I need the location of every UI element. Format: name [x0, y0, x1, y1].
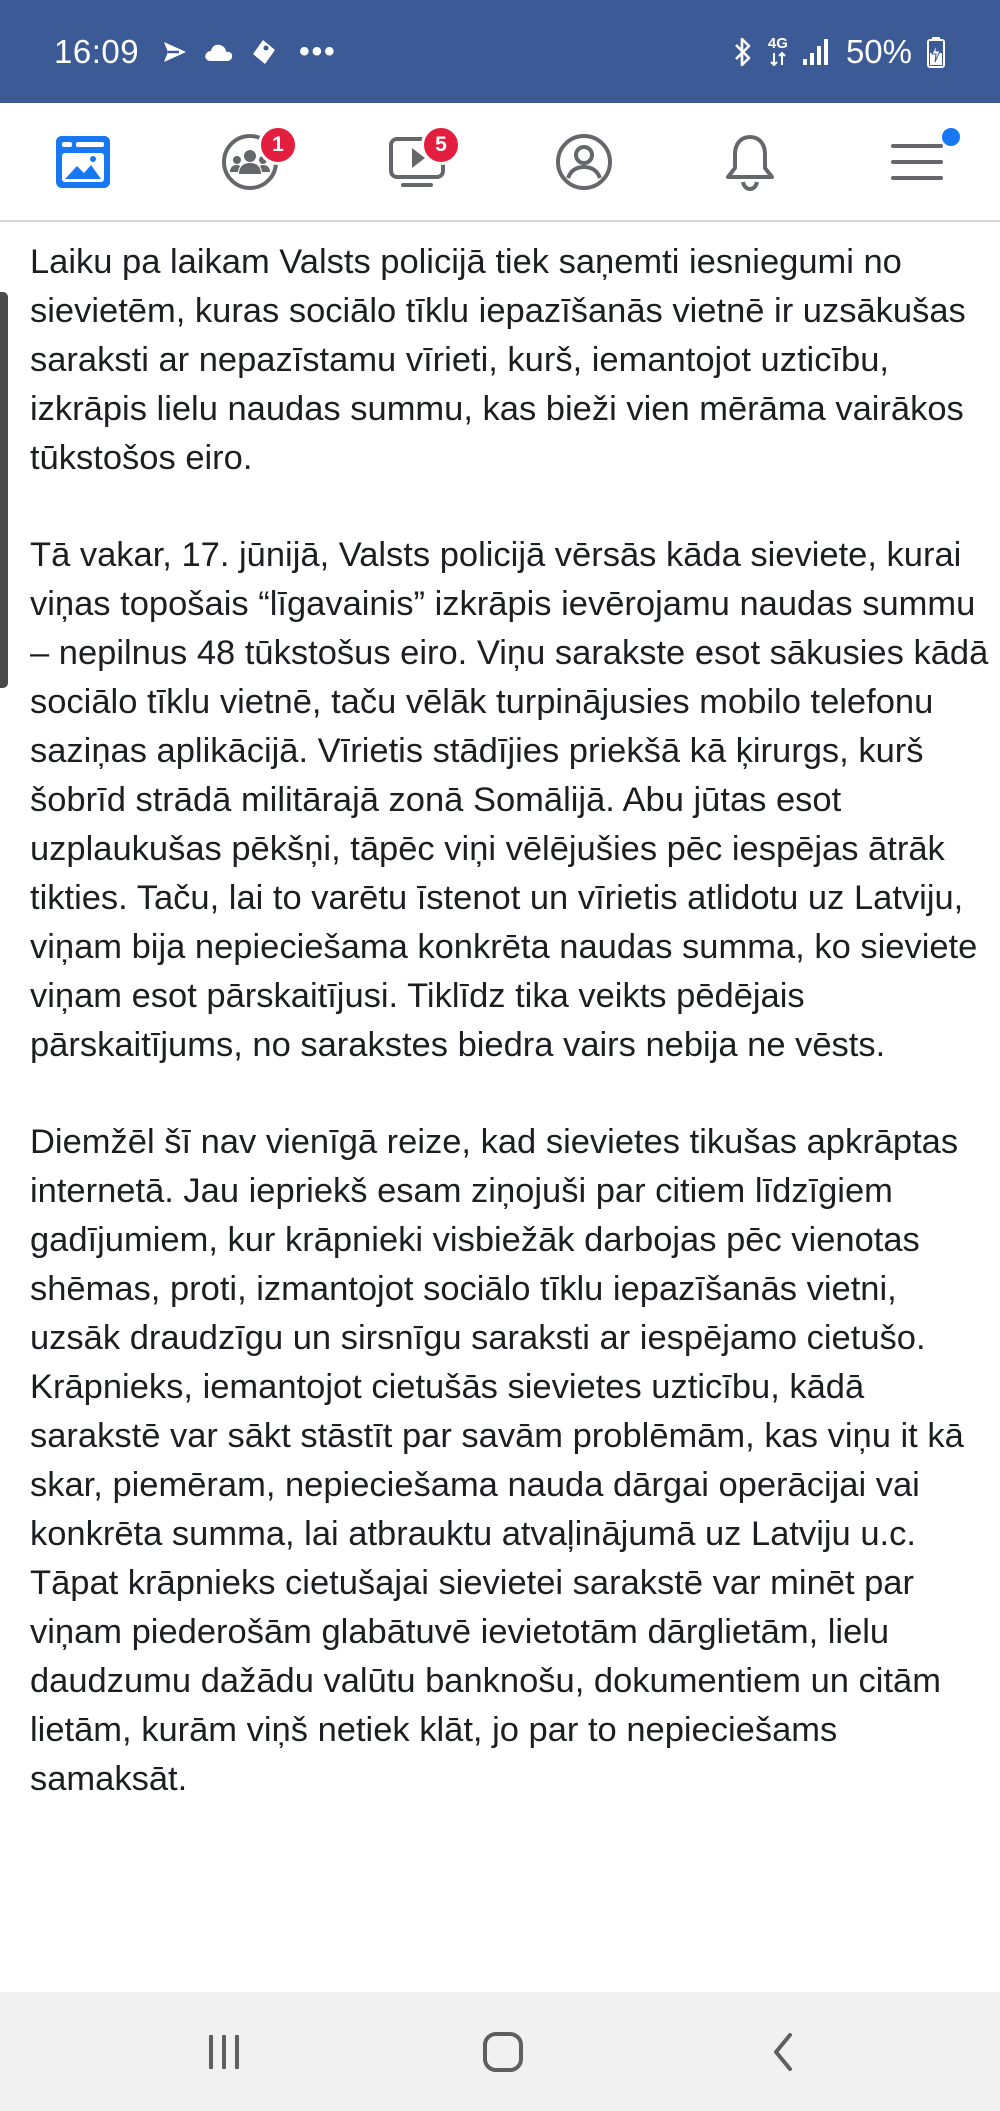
- menu-new-dot: [942, 128, 960, 146]
- tab-watch[interactable]: [357, 103, 477, 220]
- tag-icon: [249, 38, 277, 66]
- notification-icons: [161, 38, 277, 66]
- tab-news-feed[interactable]: [23, 103, 143, 220]
- news-feed-icon: [53, 133, 113, 191]
- back-button[interactable]: [723, 1992, 843, 2111]
- edge-panel-handle[interactable]: [0, 292, 8, 688]
- more-notifications: •••: [299, 34, 337, 68]
- system-navigation-bar: [0, 1992, 1000, 2111]
- tab-groups[interactable]: [190, 103, 310, 220]
- battery-percent: 50%: [845, 32, 912, 70]
- status-bar: [0, 0, 1000, 103]
- battery-charging-icon: [926, 36, 946, 68]
- tab-menu[interactable]: [857, 103, 977, 220]
- back-icon: [768, 2031, 798, 2073]
- cloud-icon: [203, 40, 235, 64]
- menu-icon: [887, 137, 947, 187]
- signal-icon: [802, 37, 832, 67]
- bell-icon: [721, 132, 779, 192]
- post-text: [30, 238, 990, 1852]
- network-type: 4G: [767, 35, 788, 52]
- send-icon: [161, 38, 189, 66]
- recent-apps-button[interactable]: [164, 1992, 284, 2111]
- bluetooth-icon: [732, 36, 754, 68]
- home-button[interactable]: [443, 1992, 563, 2111]
- tab-notifications[interactable]: [690, 103, 810, 220]
- home-icon: [481, 2031, 525, 2073]
- recent-apps-icon: [204, 2033, 244, 2071]
- tab-profile[interactable]: [524, 103, 644, 220]
- watch-badge: 5: [421, 125, 461, 165]
- paragraph-2: Tā vakar, 17. jūnijā, Valsts policijā vērsās kāda sieviete, kurai viņas topošais “līgavainis” izkrāpis ievērojamu naudas summu – nepilnus 48 tūkstošus eiro. Viņu sarakste esot sākusies kādā sociālo tīklu vietnē, taču vēlāk turpinājusies mobilo telefonu saziņas aplikācijā. Vīrietis stādījies priekšā kā ķirurgs, kurš šobrīd strādā militārajā zonā Somālijā. Abu jūtas esot uzplaukušas pēkšņi, tāpēc viņi vēlējušies pēc iespējas ātrāk tikties. Taču, lai to varētu īstenot un vīrietis atlidotu uz Latviju, viņam bija nepieciešama konkrēta naudas summa, ko sieviete viņam esot pārskaitījusi. Tiklīdz tika veikts pēdējais pārskaitījums, no sarakstes biedra vairs nebija ne vēsts.: [30, 536, 989, 1064]
- status-right: [732, 33, 946, 71]
- paragraph-1: Laiku pa laikam Valsts policijā tiek saņemti iesniegumi no sievietēm, kuras sociālo tīklu iepazīšanās vietnē ir uzsākušas saraksti ar nepazīstamu vīrieti, kurš, iemantojot uzticību, izkrāpis lielu naudas summu, kas bieži vien mērāma vairākos tūkstošos eiro.: [30, 243, 966, 477]
- status-time: 16:09: [54, 32, 140, 70]
- profile-icon: [554, 132, 614, 192]
- network-indicator: [768, 36, 788, 67]
- paragraph-3: Diemžēl šī nav vienīgā reize, kad sievietes tikušas apkrāptas internetā. Jau iepriekš esam ziņojuši par citiem līdzīgiem gadījumiem, kur krāpnieki visbiežāk darbojas pēc vienotas shēmas, proti, izmantojot sociālo tīklu iepazīšanās vietni, uzsāk draudzīgu un sirsnīgu saraksti ar iespējamo cietušo. Krāpnieks, iemantojot cietušās sievietes uzticību, kādā sarakstē var sākt stāstīt par savām problēmām, kas viņu it kā skar, piemēram, nepieciešama nauda dārgai operācijai vai konkrēta summa, lai atbrauktu atvaļinājumā uz Latviju u.c. Tāpat krāpnieks cietušajai sievietei sarakstē var minēt par viņam piederošām glabātuvē ievietotām dārglietām, lielu daudzumu dažādu valūtu banknošu, dokumentiem un citām lietām, kurām viņš netiek klāt, jo par to nepieciešams samaksāt.: [30, 1123, 964, 1798]
- data-arrows-icon: [769, 51, 787, 67]
- groups-badge: 1: [258, 125, 298, 165]
- top-navigation: [0, 103, 1000, 222]
